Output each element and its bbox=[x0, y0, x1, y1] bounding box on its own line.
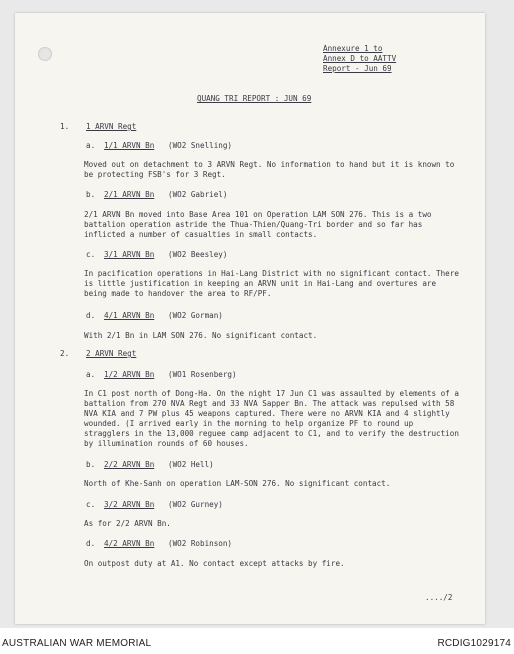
item-letter: a. bbox=[86, 370, 96, 379]
item-unit: 2/1 ARVN Bn bbox=[104, 190, 155, 199]
item-letter: d. bbox=[86, 311, 96, 320]
item-text: In pacification operations in Hai-Lang District with no significant contact. There is little justification in keeping an ARVN unit in Hai-Lang and overtures are being made to handover the area to RF/PF. bbox=[84, 269, 459, 298]
item-letter: b. bbox=[86, 190, 96, 199]
annexure-line-2: Annex D to AATTV bbox=[323, 54, 397, 63]
footer-record-id: RCDIG1029174 bbox=[437, 638, 511, 649]
item-adviser: (WO2 Gabriel) bbox=[168, 190, 228, 199]
item-letter: a. bbox=[86, 141, 96, 150]
page-continuation-mark: ..../2 bbox=[425, 593, 453, 602]
item-letter: c. bbox=[86, 250, 96, 259]
item-unit: 4/1 ARVN Bn bbox=[104, 311, 155, 320]
item-adviser: (WO1 Rosenberg) bbox=[168, 370, 237, 379]
item-unit: 1/2 ARVN Bn bbox=[104, 370, 155, 379]
item-text: North of Khe-Sanh on operation LAM-SON 276. No significant contact. bbox=[84, 479, 391, 488]
item-letter: b. bbox=[86, 460, 96, 469]
section-heading: 2 ARVN Regt bbox=[86, 349, 137, 358]
item-text: With 2/1 Bn in LAM SON 276. No significant contact. bbox=[84, 331, 318, 340]
item-text: As for 2/2 ARVN Bn. bbox=[84, 519, 171, 528]
punch-hole bbox=[38, 47, 52, 61]
item-unit: 3/2 ARVN Bn bbox=[104, 500, 155, 509]
item-adviser: (WO2 Gorman) bbox=[168, 311, 223, 320]
item-text: Moved out on detachment to 3 ARVN Regt. No information to hand but it is known to be protecting FSB's for 3 Regt. bbox=[84, 160, 455, 179]
item-adviser: (WO2 Hell) bbox=[168, 460, 214, 469]
item-adviser: (WO2 Snelling) bbox=[168, 141, 233, 150]
report-title: QUANG TRI REPORT : JUN 69 bbox=[197, 94, 312, 103]
section-number: 1. bbox=[60, 122, 70, 131]
item-adviser: (WO2 Gurney) bbox=[168, 500, 223, 509]
section-heading: 1 ARVN Regt bbox=[86, 122, 137, 131]
footer-institution: AUSTRALIAN WAR MEMORIAL bbox=[2, 638, 152, 649]
item-unit: 1/1 ARVN Bn bbox=[104, 141, 155, 150]
item-letter: c. bbox=[86, 500, 96, 509]
item-letter: d. bbox=[86, 539, 96, 548]
item-text: On outpost duty at A1. No contact except attacks by fire. bbox=[84, 559, 345, 568]
item-text: In C1 post north of Dong-Ha. On the night 17 Jun C1 was assaulted by elements of a battalion from 270 NVA Regt and 33 NVA Sapper Bn. The attack was repulsed with 58 NVA KIA and 7 PW plus 45 weapons captured. There were no ARVN KIA and 4 slightly wounded. (I arrived early in the morning to help organize PF to round up stragglers in the 13,000 reguee camp adjacent to C1, and to verify the destruction by illumination rounds of 60 houses. bbox=[84, 389, 459, 448]
annexure-line-3: Report - Jun 69 bbox=[323, 64, 392, 73]
section-number: 2. bbox=[60, 349, 70, 358]
annexure-line-1: Annexure 1 to bbox=[323, 44, 383, 53]
item-unit: 2/2 ARVN Bn bbox=[104, 460, 155, 469]
archive-footer bbox=[0, 634, 514, 654]
item-unit: 3/1 ARVN Bn bbox=[104, 250, 155, 259]
item-text: 2/1 ARVN Bn moved into Base Area 101 on Operation LAM SON 276. This is a two battalion operation astride the Thua-Thien/Quang-Tri border and so far has inflicted a number of casualties in small contacts. bbox=[84, 210, 432, 239]
item-adviser: (WO2 Beesley) bbox=[168, 250, 228, 259]
item-unit: 4/2 ARVN Bn bbox=[104, 539, 155, 548]
item-adviser: (WO2 Robinson) bbox=[168, 539, 233, 548]
